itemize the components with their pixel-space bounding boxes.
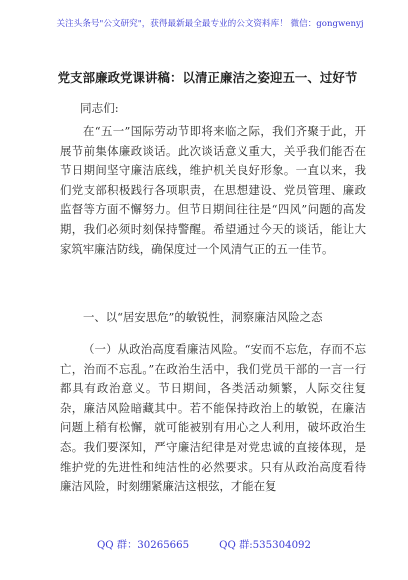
body-paragraph-political-risk: （一）从政治高度看廉洁风险。“安而不忘危，存而不忘亡，治而不忘乱。”在政治生活中，我们党员干部的一言一行都具有政治意义。节日期间，各类活动频繁，人际交往复杂，廉洁风险暗藏其中。若不能保持政治上的敏锐，在廉洁问题上稍有松懈，就可能被别有用心之人利用，破坏政治生态。我们要深知，严守廉洁纪律是对党忠诚的直接体现，是维护党的先进性和纯洁性的必然要求。只有从政治高度看待廉洁风险，时刻绷紧廉洁这根弦，才能在复 [60, 342, 366, 494]
document-title: 党支部廉政党课讲稿：以清正廉洁之姿迎五一、过好节 [57, 70, 358, 85]
header-banner: 关注头条号"公文研究"，获得最新最全最专业的公文资料库！ 微信：gongwenyj [56, 19, 364, 29]
footer-qq-group-2: QQ 群:535304092 [219, 540, 312, 551]
footer-qq-groups [0, 536, 408, 551]
body-paragraph-intro: 在“五一”国际劳动节即将来临之际，我们齐聚于此，开展节前集体廉政谈话。此次谈话意义重大，关乎我们能否在节日期间坚守廉洁底线，维护机关良好形象。一直以来，我们党支部积极践行各项职责，在思想建设、党员管理、廉政监督等方面不懈努力。但节日期间往往是“四风”问题的高发期，我们必须时刻保持警醒。希望通过今天的谈话，能让大家筑牢廉洁防线，确保度过一个风清气正的五一佳节。 [60, 124, 366, 256]
footer-qq-group-1: QQ 群：30265665 [96, 540, 190, 551]
salutation: 同志们: [80, 101, 119, 115]
section-heading-1: 一、以“居安思危”的敏锐性，洞察廉洁风险之态 [83, 310, 323, 324]
